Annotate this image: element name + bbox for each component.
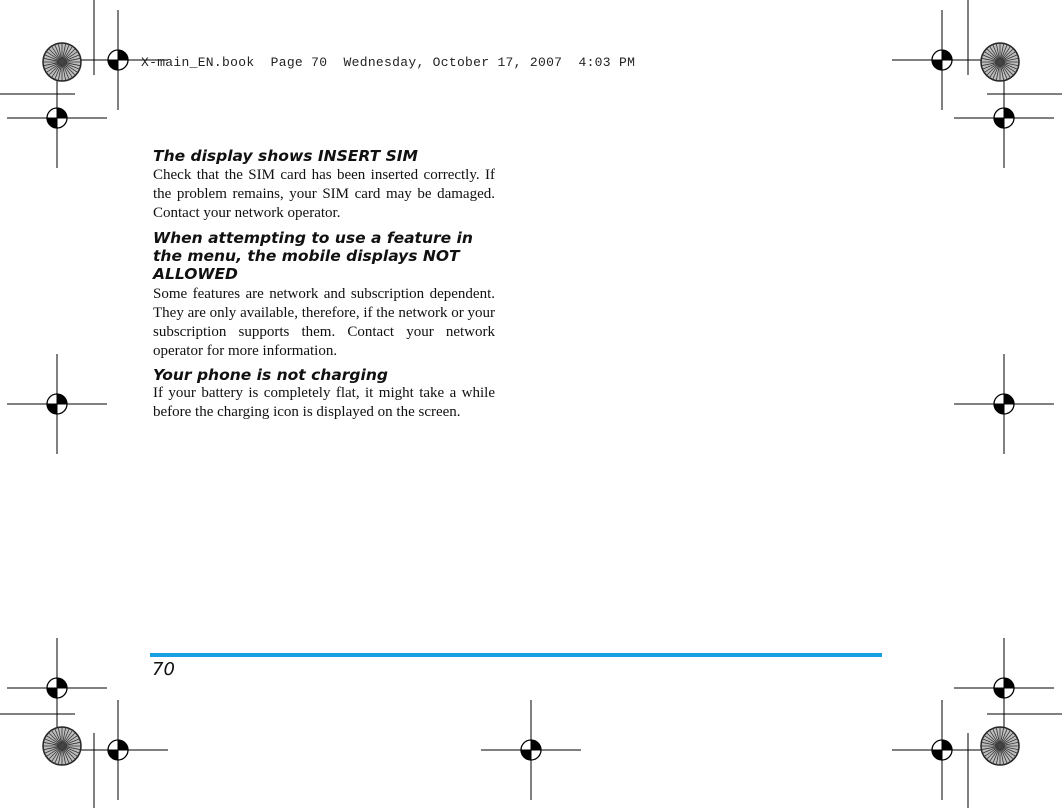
registration-mark-right-middle bbox=[954, 354, 1054, 454]
registration-mark-top-right bbox=[892, 10, 992, 110]
registration-mark-bottom-center bbox=[481, 700, 581, 800]
star-target-bottom-left bbox=[43, 727, 81, 765]
section-heading: The display shows INSERT SIM bbox=[153, 147, 418, 165]
section-heading: When attempting to use a feature in the menu, the mobile displays NOT ALLOWED bbox=[153, 229, 473, 283]
registration-mark-bottom-right bbox=[892, 700, 992, 800]
section-body: If your battery is completely flat, it might take a while before the charging icon is displayed on the screen. bbox=[153, 385, 495, 420]
star-target-bottom-right bbox=[981, 727, 1019, 765]
section-heading: Your phone is not charging bbox=[153, 366, 388, 384]
section-body: Check that the SIM card has been inserted correctly. If the problem remains, your SIM card may be damaged. Contact your network operator. bbox=[153, 167, 495, 221]
footer-rule bbox=[150, 653, 882, 657]
print-slug: X-main_EN.book Page 70 Wednesday, October 17, 2007 4:03 PM bbox=[141, 55, 636, 70]
registration-mark-left-middle bbox=[7, 354, 107, 454]
registration-mark-bottom-left bbox=[68, 700, 168, 800]
registration-mark-right-lower bbox=[954, 638, 1054, 738]
registration-mark-left-lower bbox=[7, 638, 107, 738]
section-body: Some features are network and subscription dependent. They are only available, therefore, if the network or your subscription supports them. Contact your network operator for more information. bbox=[153, 286, 495, 359]
star-target-top-right bbox=[981, 43, 1019, 81]
star-target-top-left bbox=[43, 43, 81, 81]
registration-mark-left-upper bbox=[7, 68, 107, 168]
registration-mark-right-upper bbox=[954, 68, 1054, 168]
page-number: 70 bbox=[152, 659, 175, 680]
